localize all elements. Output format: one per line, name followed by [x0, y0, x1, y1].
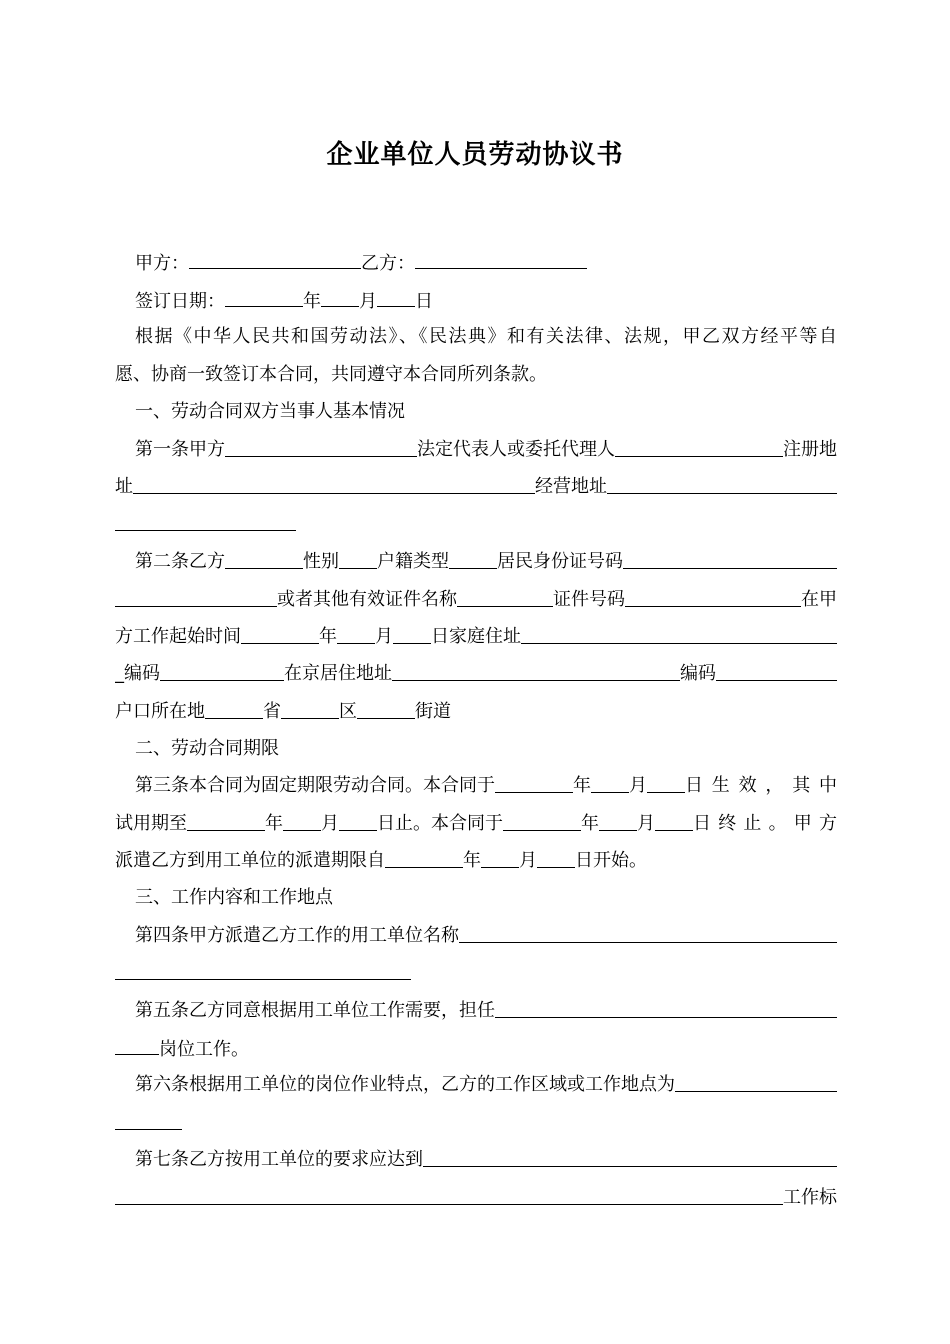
beijing-postcode-blank[interactable] [716, 661, 837, 681]
article-2-line-5 [115, 699, 837, 725]
article-1-text: 第一条甲方 [135, 439, 225, 460]
article-4-text: 第四条甲方派遣乙方工作的用工单位名称 [135, 925, 459, 946]
effective-year-blank[interactable] [495, 773, 573, 793]
work-location-blank[interactable] [675, 1072, 837, 1092]
article-7-line-2 [115, 1185, 837, 1211]
probation-end-text: 日止。本合同于 [377, 813, 503, 834]
id-number-label: 居民身份证号码 [497, 551, 623, 572]
registered-address-blank[interactable] [133, 474, 535, 494]
year-label: 年 [573, 775, 591, 796]
preamble-line-1: 根据《中华人民共和国劳动法》、《民法典》和有关法律、法规，甲乙双方经平等自 [135, 326, 837, 347]
article-2-line-1 [135, 549, 837, 575]
year-label: 年 [265, 813, 283, 834]
day-label: 日 [415, 291, 433, 312]
household-type-blank[interactable] [449, 549, 497, 569]
article-6-text: 第六条根据用工单位的岗位作业特点，乙方的工作区域或工作地点为 [135, 1074, 675, 1095]
dispatch-day-blank[interactable] [537, 848, 575, 868]
article-2-line-3 [115, 624, 837, 650]
other-id-label: 或者其他有效证件名称 [277, 589, 457, 610]
probation-label: 试用期至 [115, 813, 187, 834]
sign-date-line [135, 287, 837, 313]
article-1-line-1 [135, 437, 837, 463]
id-no-label: 证件号码 [553, 589, 625, 610]
work-standard-label: 工作标 [783, 1187, 837, 1208]
party-a-label: 甲方： [135, 253, 189, 274]
home-address-blank[interactable] [521, 624, 837, 644]
sign-year-blank[interactable] [225, 287, 303, 307]
position-suffix: 岗位工作。 [159, 1039, 249, 1060]
article-3-line-2 [115, 811, 837, 837]
employer-unit-blank-cont[interactable] [115, 960, 411, 980]
article-5-text: 第五条乙方同意根据用工单位工作需要，担任 [135, 1000, 495, 1021]
home-postcode-blank[interactable] [160, 661, 284, 681]
preamble-line-2: 愿、协商一致签订本合同，共同遵守本合同所列条款。 [115, 364, 547, 385]
business-address-blank-cont[interactable] [115, 511, 296, 531]
article-3-text: 第三条本合同为固定期限劳动合同。本合同于 [135, 775, 495, 796]
province-label: 省 [263, 701, 281, 722]
beijing-address-label: 在京居住地址 [284, 663, 392, 684]
article-2-text: 第二条乙方 [135, 551, 225, 572]
article-3-line-3 [115, 848, 837, 874]
effective-text: 日生效，其中 [685, 775, 837, 796]
article-6-line-1 [135, 1072, 837, 1098]
month-label: 月 [629, 775, 647, 796]
registered-address-label: 注册地 [783, 439, 837, 460]
end-month-blank[interactable] [599, 811, 637, 831]
article-4-line-1 [135, 923, 837, 949]
province-blank[interactable] [205, 699, 263, 719]
business-address-blank[interactable] [607, 474, 837, 494]
hukou-location-label: 户口所在地 [115, 701, 205, 722]
article-5-line-1 [135, 998, 837, 1024]
document-title: 企业单位人员劳动协议书 [326, 140, 624, 170]
dispatch-start-text: 日开始。 [575, 850, 647, 871]
business-address-label: 经营地址 [535, 476, 607, 497]
party-a-blank[interactable] [189, 249, 361, 269]
article-7-text: 第七条乙方按用工单位的要求应达到 [135, 1149, 423, 1170]
article-1-line-3 [115, 511, 837, 537]
legal-rep-blank[interactable] [615, 437, 783, 457]
year-label: 年 [303, 291, 321, 312]
work-standard-blank-cont[interactable] [115, 1185, 783, 1205]
section-1-heading: 一、劳动合同双方当事人基本情况 [135, 401, 405, 422]
section-2-heading: 二、劳动合同期限 [135, 738, 279, 759]
probation-year-blank[interactable] [187, 811, 265, 831]
position-blank-cont[interactable] [115, 1035, 159, 1055]
district-blank[interactable] [281, 699, 339, 719]
employee-name-blank[interactable] [225, 549, 303, 569]
start-month-blank[interactable] [337, 624, 375, 644]
work-location-blank-cont[interactable] [115, 1110, 182, 1130]
effective-day-blank[interactable] [647, 773, 685, 793]
article-5-line-2 [115, 1035, 837, 1061]
effective-month-blank[interactable] [591, 773, 629, 793]
district-label: 区 [339, 701, 357, 722]
beijing-postcode-label: 编码 [680, 663, 716, 684]
dispatch-month-blank[interactable] [481, 848, 519, 868]
employer-unit-blank[interactable] [459, 923, 837, 943]
article-3-line-1 [135, 773, 837, 799]
start-day-blank[interactable] [393, 624, 431, 644]
parties-line [135, 249, 837, 275]
article-6-line-2 [115, 1110, 837, 1136]
month-label: 月 [321, 813, 339, 834]
dispatch-period-label: 派遣乙方到用工单位的派遣期限自 [115, 850, 385, 871]
employer-name-blank[interactable] [225, 437, 417, 457]
home-address-label: 日家庭住址 [431, 626, 521, 647]
work-start-label: 在甲 [801, 589, 837, 610]
probation-day-blank[interactable] [339, 811, 377, 831]
year-label: 年 [581, 813, 599, 834]
start-year-blank[interactable] [241, 624, 319, 644]
end-day-blank[interactable] [655, 811, 693, 831]
article-7-line-1 [135, 1147, 837, 1173]
household-type-label: 户籍类型 [377, 551, 449, 572]
legal-rep-label: 法定代表人或委托代理人 [417, 439, 615, 460]
street-blank[interactable] [357, 699, 415, 719]
article-4-line-2 [115, 960, 837, 986]
registered-address-label-cont: 址 [115, 476, 133, 497]
id-no-blank[interactable] [625, 587, 801, 607]
year-label: 年 [319, 626, 337, 647]
end-year-blank[interactable] [503, 811, 581, 831]
gender-blank[interactable] [339, 549, 377, 569]
position-blank[interactable] [495, 998, 837, 1018]
probation-month-blank[interactable] [283, 811, 321, 831]
id-number-blank[interactable] [623, 549, 837, 569]
gender-label: 性别 [303, 551, 339, 572]
article-2-line-2 [115, 587, 837, 613]
article-2-line-4 [115, 661, 837, 687]
termination-text: 日终止。甲方 [693, 813, 837, 834]
section-3-heading: 三、工作内容和工作地点 [135, 887, 333, 908]
month-label: 月 [375, 626, 393, 647]
party-b-label: 乙方： [361, 253, 415, 274]
home-postcode-label: _编码 [115, 663, 160, 684]
sign-date-label: 签订日期： [135, 291, 225, 312]
party-b-blank[interactable] [415, 249, 587, 269]
sign-month-blank[interactable] [321, 287, 359, 307]
id-number-blank-cont[interactable] [115, 587, 277, 607]
month-label: 月 [519, 850, 537, 871]
other-id-blank[interactable] [457, 587, 553, 607]
dispatch-year-blank[interactable] [385, 848, 463, 868]
month-label: 月 [637, 813, 655, 834]
sign-day-blank[interactable] [377, 287, 415, 307]
street-label: 街道 [415, 701, 451, 722]
work-standard-blank[interactable] [423, 1147, 837, 1167]
article-1-line-2 [115, 474, 837, 500]
beijing-address-blank[interactable] [392, 661, 680, 681]
year-label: 年 [463, 850, 481, 871]
month-label: 月 [359, 291, 377, 312]
work-start-label-cont: 方工作起始时间 [115, 626, 241, 647]
